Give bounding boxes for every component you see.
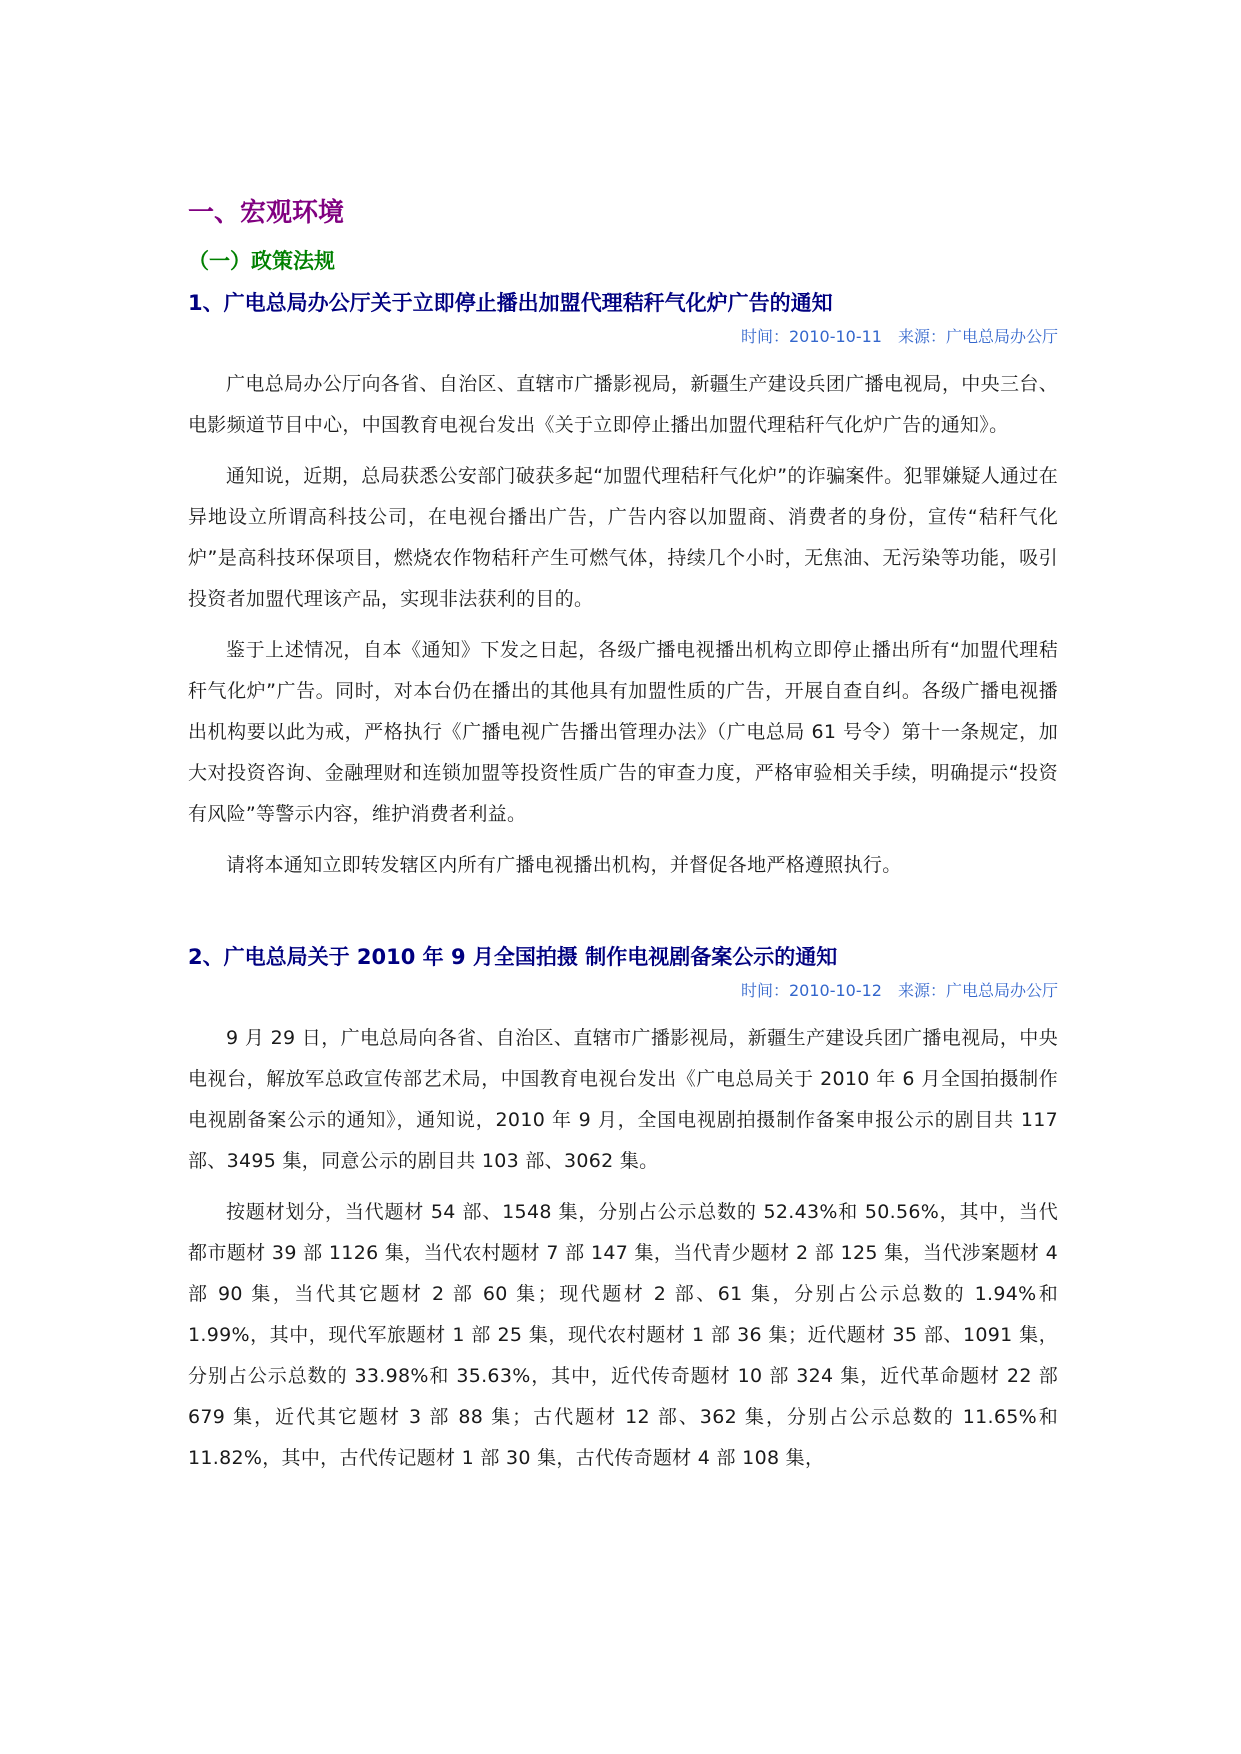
document-page xyxy=(188,196,1058,1535)
article-paragraph: 鉴于上述情况，自本《通知》下发之日起，各级广播电视播出机构立即停止播出所有“加盟代理秸秆气化炉”广告。同时，对本台仍在播出的其他具有加盟性质的广告，开展自查自纠。各级广播电视播出机构要以此为戒，严格执行《广播电视广告播出管理办法》（广电总局 61 号令）第十一条规定，加大对投资咨询、金融理财和连锁加盟等投资性质广告的审查力度，严格审验相关手续，明确提示“投资有风险”等警示内容，维护消费者利益。 xyxy=(188,639,1058,825)
article-title: 1、广电总局办公厅关于立即停止播出加盟代理秸秆气化炉广告的通知 xyxy=(188,291,833,315)
section-title: 一、宏观环境 xyxy=(188,198,345,228)
article-title: 2、广电总局关于 2010 年 9 月全国拍摄 制作电视剧备案公示的通知 xyxy=(188,945,838,969)
subsection-title: （一）政策法规 xyxy=(188,249,335,273)
article-paragraph: 通知说，近期，总局获悉公安部门破获多起“加盟代理秸秆气化炉”的诈骗案件。犯罪嫌疑人通过在异地设立所谓高科技公司，在电视台播出广告，广告内容以加盟商、消费者的身份，宣传“秸秆气化炉”是高科技环保项目，燃烧农作物秸秆产生可燃气体，持续几个小时，无焦油、无污染等功能，吸引投资者加盟代理该产品，实现非法获利的目的。 xyxy=(188,465,1058,610)
article-time: 时间：2010-10-12 xyxy=(740,981,882,1000)
article-source: 来源：广电总局办公厅 xyxy=(897,981,1058,1000)
article-paragraph: 按题材划分，当代题材 54 部、1548 集，分别占公示总数的 52.43%和 50.56%，其中，当代都市题材 39 部 1126 集，当代农村题材 7 部 147 集，当代青少题材 2 部 125 集，当代涉案题材 4 部 90 集，当代其它题材 2 部 60 集；现代题材 2 部、61 集，分别占公示总数的 1.94%和 1.99%，其中，现代军旅题材 1 部 25 集，现代农村题材 1 部 36 集；近代题材 35 部、1091 集，分别占公示总数的 33.98%和 35.63%，其中，近代传奇题材 10 部 324 集，近代革命题材 22 部 679 集，近代其它题材 3 部 88 集；古代题材 12 部、362 集，分别占公示总数的 11.65%和 11.82%，其中，古代传记题材 1 部 30 集，古代传奇题材 4 部 108 集， xyxy=(188,1201,1058,1469)
article-paragraph: 9 月 29 日，广电总局向各省、自治区、直辖市广播影视局，新疆生产建设兵团广播电视局，中央电视台，解放军总政宣传部艺术局，中国教育电视台发出《广电总局关于 2010 年 6 月全国拍摄制作电视剧备案公示的通知》，通知说，2010 年 9 月，全国电视剧拍摄制作备案申报公示的剧目共 117 部、3495 集，同意公示的剧目共 103 部、3062 集。 xyxy=(188,1027,1058,1172)
article-meta xyxy=(188,324,1058,350)
article-source: 来源：广电总局办公厅 xyxy=(897,327,1058,346)
article-paragraph: 请将本通知立即转发辖区内所有广播电视播出机构，并督促各地严格遵照执行。 xyxy=(226,854,902,876)
article-2 xyxy=(188,942,1058,1479)
article-time: 时间：2010-10-11 xyxy=(740,327,882,346)
article-meta xyxy=(188,978,1058,1004)
article-paragraph: 广电总局办公厅向各省、自治区、直辖市广播影视局，新疆生产建设兵团广播电视局，中央三台、电影频道节目中心，中国教育电视台发出《关于立即停止播出加盟代理秸秆气化炉广告的通知》。 xyxy=(188,373,1058,436)
article-1 xyxy=(188,288,1058,886)
